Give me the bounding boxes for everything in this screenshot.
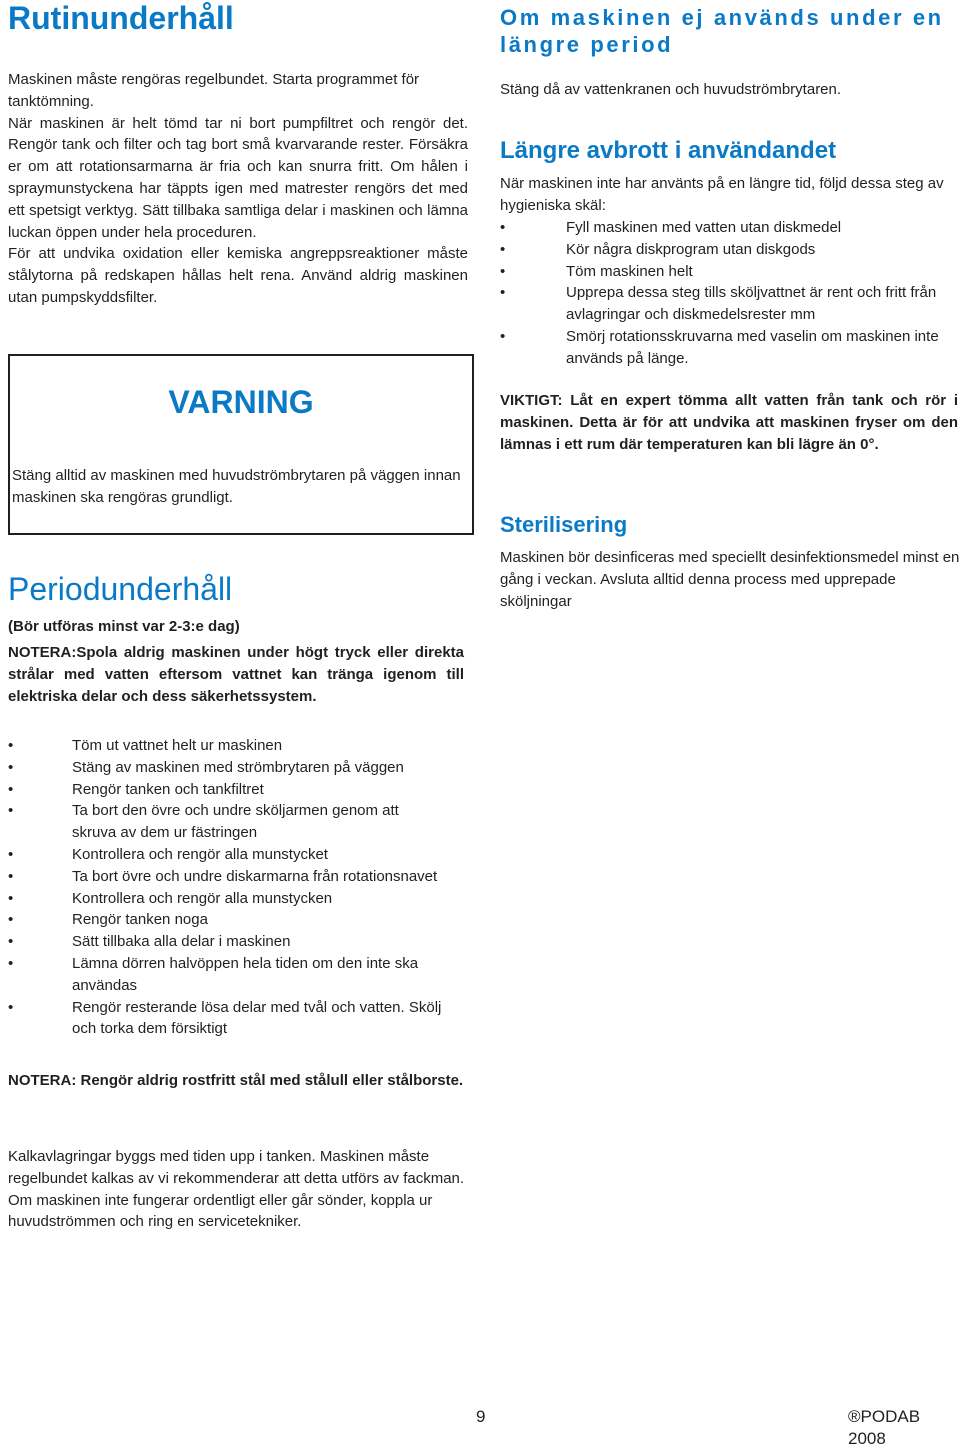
list-item-text: Töm ut vattnet helt ur maskinen [72,737,283,754]
list-item [8,953,468,997]
pause-text: När maskinen inte har använts på en längre tid, följd dessa steg av hygieniska skäl: [500,175,944,214]
list-item-text: Sätt tillbaka alla delar i maskinen [72,933,291,951]
list-item-text: Smörj rotationsskruvarna med vaselin om maskinen inte används på länge. [566,327,939,367]
list-item [500,261,960,283]
list-item-text: Rengör tanken noga [72,911,208,929]
copyright-text: ®PODAB 2008 [848,1407,921,1448]
list-item-text: Fyll maskinen med vatten utan diskmedel [566,219,842,236]
list-item-text: Kör några diskprogram utan diskgods [566,240,816,258]
list-item-text: Rengör tanken och tankfiltret [72,780,264,798]
bullet-icon: • [8,867,14,885]
bullet-icon: • [8,933,14,951]
bullet-icon: • [500,240,506,258]
bullet-icon: • [8,954,14,972]
bullet-icon: • [8,780,14,798]
outro-paragraph: Om maskinen inte fungerar ordentligt eller går sönder, koppla ur huvudströmmen och ring en servicetekniker. [8,1191,433,1231]
period-note: NOTERA:Spola aldrig maskinen under högt tryck eller direkta strålar med vatten eftersom vattnet kan tränga igenom till elektriska delar och dess säkerhetssystem. [8,644,464,705]
bullet-icon: • [500,219,506,236]
bullet-icon: • [500,262,506,280]
warning-box [8,354,474,535]
list-item-text: Ta bort övre och undre diskarmarna från rotationsnavet [72,867,438,885]
list-item [8,844,468,866]
list-item-text: Upprepa dessa steg tills sköljvattnet är rent och fritt från avlagringar och diskmedelsrester mm [566,284,937,324]
list-item [8,800,468,844]
page-title: Rutinunderhåll [8,0,234,36]
list-item [8,735,468,757]
outro-paragraph: Kalkavlagringar byggs med tiden upp i tanken. Maskinen måste regelbundet kalkas av vi rekommenderar att detta utförs av fackman. [8,1148,465,1187]
list-item [8,888,468,910]
list-item-text: Kontrollera och rengör alla munstycken [72,889,333,907]
list-item-text: Lämna dörren halvöppen hela tiden om den inte ska användas [72,954,419,994]
list-item-text: Kontrollera och rengör alla munstycket [72,845,328,863]
period-subtitle: (Bör utföras minst var 2-3:e dag) [8,618,240,635]
pause-list [500,217,960,370]
intro-paragraph: Maskinen måste rengöras regelbundet. Starta programmet för tanktömning. [8,71,420,110]
period-note-steel: NOTERA: Rengör aldrig rostfritt stål med stålull eller stålborste. [8,1072,464,1089]
intro-paragraph: När maskinen är helt tömd tar ni bort pumpfiltret och rengör det. Rengör tank och filter och tag bort små kvarvarande rester. Försäkra er om att rotationsarmarna är fria och kan snurra fritt. Om hålen i spraymunstyckena har täppts igen med matrester rengörs det med ett spetsigt verktyg. Sätt tillbaka samtliga delar i maskinen och lämna luckan öppen under hela proceduren. [8,114,468,241]
steril-title: Sterilisering [500,512,628,537]
important-note: VIKTIGT: Låt en expert tömma allt vatten från tank och rör i maskinen. Detta är för att undvika att maskinen fryser om den lämnas i ett rum där temperaturen kan bli lägre än 0°. [500,392,958,453]
list-item-text: Ta bort den övre och undre sköljarmen genom att skruva av dem ur fästringen [72,802,399,842]
warning-text: Stäng alltid av maskinen med huvudströmbrytaren på väggen innan maskinen ska rengöras grundligt. [12,467,461,506]
unused-title: Om maskinen ej används under en längre period [500,5,944,57]
list-item [8,997,468,1041]
list-item-text: Rengör resterande lösa delar med tvål och vatten. Skölj och torka dem försiktigt [72,998,442,1038]
period-list [8,735,468,1040]
list-item [8,866,468,888]
list-item [500,239,960,261]
outro-section [8,1146,468,1233]
bullet-icon: • [8,758,14,776]
list-item [8,931,468,953]
pause-title: Längre avbrott i användandet [500,137,837,164]
list-item-text: Töm maskinen helt [566,262,693,280]
page-number: 9 [476,1407,486,1426]
bullet-icon: • [8,845,14,863]
bullet-icon: • [8,911,14,929]
list-item [8,909,468,931]
list-item [500,217,960,239]
steril-text: Maskinen bör desinficeras med speciellt desinfektionsmedel minst en gång i veckan. Avsluta alltid denna process med upprepade sköljningar [500,549,960,610]
intro-paragraph: För att undvika oxidation eller kemiska angreppsreaktioner måste stålytorna på redskapen hållas helt rena. Använd aldrig maskinen utan pumpskyddsfilter. [8,245,468,306]
bullet-icon: • [8,998,14,1016]
list-item [8,757,468,779]
bullet-icon: • [500,327,506,345]
bullet-icon: • [500,284,506,302]
list-item-text: Stäng av maskinen med strömbrytaren på väggen [72,758,404,776]
bullet-icon: • [8,802,14,820]
list-item [8,779,468,801]
list-item [500,282,960,326]
intro-section [8,69,468,309]
unused-text: Stäng då av vattenkranen och huvudströmbrytaren. [500,81,842,98]
bullet-icon: • [8,889,14,907]
bullet-icon: • [8,737,14,754]
warning-title: VARNING [168,384,314,420]
list-item [500,326,960,370]
period-title: Periodunderhåll [8,571,233,607]
